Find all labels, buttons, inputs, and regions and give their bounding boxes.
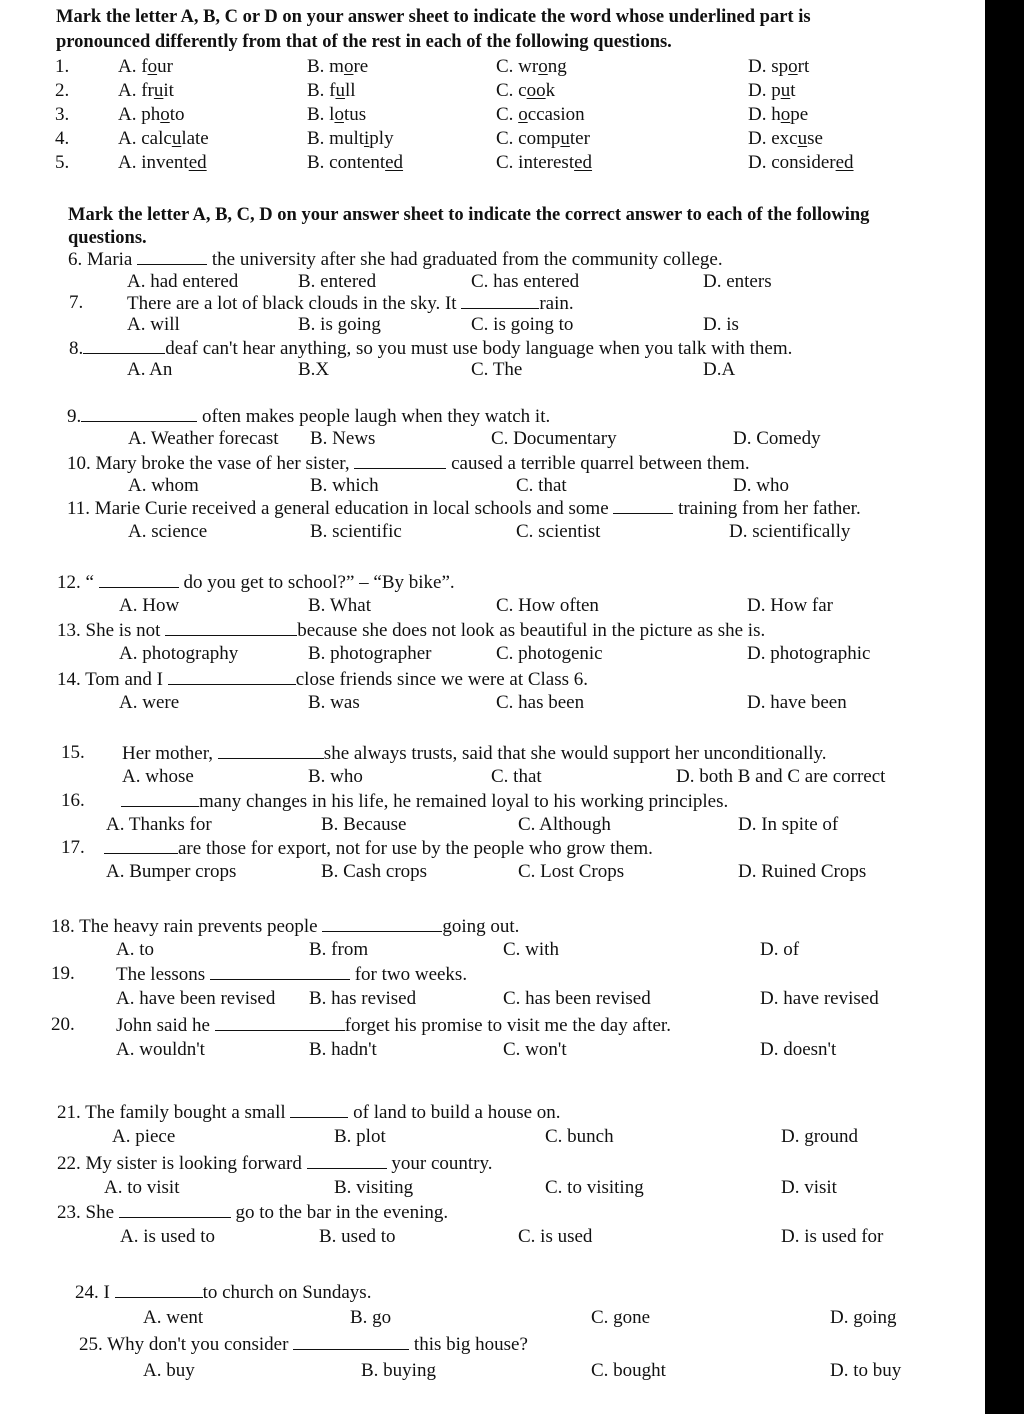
q22-option-c: C. to visiting: [545, 1177, 644, 1198]
answer-blank: [461, 292, 539, 309]
q24-option-c: C. gone: [591, 1307, 651, 1328]
q1-option-a: A. four: [118, 56, 173, 77]
question-4-number: 4.: [55, 128, 70, 149]
answer-blank: [81, 405, 197, 422]
q15-option-b: B. who: [308, 766, 363, 787]
underlined-part: o: [343, 56, 354, 77]
question-15-stem: Her mother, she always trusts, said that she would support her unconditionally.: [122, 743, 827, 764]
q6-option-b: B. entered: [298, 271, 377, 292]
question-21-stem: 21. The family bought a small of land to build a house on.: [57, 1102, 561, 1123]
q16-option-b: B. Because: [321, 814, 407, 835]
q3-option-c: C. occasion: [496, 104, 585, 125]
q4-option-c: C. computer: [496, 128, 590, 149]
q13-option-d: D. photographic: [747, 643, 871, 664]
question-19-number: 19.: [51, 963, 75, 984]
underlined-part: u: [797, 128, 808, 149]
underlined-part: o: [538, 56, 548, 77]
q8-option-b: B.X: [298, 359, 330, 380]
underlined-part: oo: [526, 80, 546, 101]
q19-option-c: C. has been revised: [503, 988, 651, 1009]
q23-option-b: B. used to: [319, 1226, 396, 1247]
q4-option-b: B. multiply: [307, 128, 394, 149]
q6-option-a: A. had entered: [127, 271, 239, 292]
question-16-number: 16.: [61, 790, 85, 811]
question-1-row: [0, 56, 985, 80]
q21-option-b: B. plot: [334, 1126, 386, 1147]
question-4-row: [0, 128, 985, 152]
q19-option-d: D. have revised: [760, 988, 879, 1009]
q15-option-a: A. whose: [122, 766, 194, 787]
q4-option-a: A. calculate: [118, 128, 209, 149]
q17-option-c: C. Lost Crops: [518, 861, 625, 882]
q11-option-a: A. science: [128, 521, 208, 542]
q21-option-c: C. bunch: [545, 1126, 614, 1147]
q10-option-a: A. whom: [128, 475, 199, 496]
q20-option-d: D. doesn't: [760, 1039, 837, 1060]
q9-option-a: A. Weather forecast: [128, 428, 279, 449]
q18-option-d: D. of: [760, 939, 800, 960]
answer-blank: [121, 790, 199, 807]
question-2-number: 2.: [55, 80, 70, 101]
question-7-number: 7.: [69, 292, 84, 313]
answer-blank: [83, 337, 165, 354]
question-6-stem: 6. Maria the university after she had graduated from the community college.: [68, 249, 723, 270]
q1-option-b: B. more: [307, 56, 369, 77]
q12-option-c: C. How often: [496, 595, 599, 616]
answer-blank: [210, 963, 350, 980]
underlined-part: o: [780, 104, 791, 125]
underlined-part: u: [335, 80, 345, 101]
q2-option-c: C. cook: [496, 80, 556, 101]
answer-blank: [613, 497, 673, 514]
question-20-stem: John said he forget his promise to visit me the day after.: [116, 1015, 671, 1036]
q8-option-c: C. The: [471, 359, 523, 380]
q3-option-d: D. hope: [748, 104, 809, 125]
question-23-stem: 23. She go to the bar in the evening.: [57, 1202, 449, 1223]
q8-option-d: D.A: [703, 359, 736, 380]
answer-blank: [322, 915, 442, 932]
underlined-part: u: [171, 128, 182, 149]
q17-option-b: B. Cash crops: [321, 861, 428, 882]
q20-option-b: B. hadn't: [309, 1039, 377, 1060]
q7-option-a: A. will: [127, 314, 180, 335]
q23-option-a: A. is used to: [120, 1226, 215, 1247]
q25-option-d: D. to buy: [830, 1360, 902, 1381]
q24-option-a: A. went: [143, 1307, 204, 1328]
q4-option-d: D. excuse: [748, 128, 823, 149]
q7-option-d: D. is: [703, 314, 739, 335]
underlined-part: o: [518, 104, 528, 125]
q9-option-d: D. Comedy: [733, 428, 821, 449]
answer-blank: [99, 571, 179, 588]
underlined-part: u: [560, 128, 570, 149]
question-7-stem: There are a lot of black clouds in the sky. It rain.: [127, 293, 574, 314]
question-11-stem: 11. Marie Curie received a general education in local schools and some training from her father.: [67, 498, 861, 519]
underlined-part: o: [334, 104, 344, 125]
question-1-number: 1.: [55, 56, 70, 77]
underlined-part: ed: [574, 152, 593, 173]
q19-option-a: A. have been revised: [116, 988, 276, 1009]
underlined-part: u: [153, 80, 164, 101]
q10-option-c: C. that: [516, 475, 567, 496]
question-17-number: 17.: [61, 837, 85, 858]
underlined-part: ed: [835, 152, 854, 173]
q17-option-d: D. Ruined Crops: [738, 861, 867, 882]
q21-option-d: D. ground: [781, 1126, 859, 1147]
answer-blank: [293, 1333, 409, 1350]
q5-option-b: B. contented: [307, 152, 404, 173]
question-22-stem: 22. My sister is looking forward your country.: [57, 1153, 493, 1174]
q7-option-c: C. is going to: [471, 314, 574, 335]
q2-option-d: D. put: [748, 80, 796, 101]
q9-option-c: C. Documentary: [491, 428, 617, 449]
question-18-stem: 18. The heavy rain prevents people going out.: [51, 916, 520, 937]
q20-option-c: C. won't: [503, 1039, 567, 1060]
underlined-part: o: [788, 56, 798, 77]
q23-option-d: D. is used for: [781, 1226, 884, 1247]
section1-instruction-line1: Mark the letter A, B, C or D on your answer sheet to indicate the word whose underlined part is: [56, 7, 811, 27]
q17-option-a: A. Bumper crops: [106, 861, 237, 882]
underlined-part: ed: [188, 152, 207, 173]
question-19-stem: The lessons for two weeks.: [116, 964, 468, 985]
q22-option-d: D. visit: [781, 1177, 837, 1198]
q8-option-a: A. An: [127, 359, 173, 380]
question-13-stem: 13. She is not because she does not look as beautiful in the picture as she is.: [57, 620, 766, 641]
question-8-stem: 8. deaf can't hear anything, so you must use body language when you talk with them.: [69, 338, 793, 359]
q23-option-c: C. is used: [518, 1226, 593, 1247]
q7-option-b: B. is going: [298, 314, 381, 335]
q11-option-b: B. scientific: [310, 521, 402, 542]
question-15-number: 15.: [61, 742, 85, 763]
answer-blank: [119, 1201, 231, 1218]
q16-option-d: D. In spite of: [738, 814, 839, 835]
q11-option-c: C. scientist: [516, 521, 601, 542]
q16-option-c: C. Although: [518, 814, 611, 835]
question-5-number: 5.: [55, 152, 70, 173]
answer-blank: [354, 452, 446, 469]
q15-option-c: C. that: [491, 766, 542, 787]
question-9-stem: 9. often makes people laugh when they watch it.: [67, 406, 551, 427]
q12-option-a: A. How: [119, 595, 180, 616]
question-24-stem: 24. I to church on Sundays.: [75, 1282, 372, 1303]
question-2-row: [0, 80, 985, 104]
q18-option-b: B. from: [309, 939, 369, 960]
q22-option-a: A. to visit: [104, 1177, 180, 1198]
q13-option-b: B. photographer: [308, 643, 432, 664]
question-17-stem: are those for export, not for use by the people who grow them.: [104, 837, 653, 860]
q3-option-b: B. lotus: [307, 104, 367, 125]
q25-option-c: C. bought: [591, 1360, 666, 1381]
q14-option-d: D. have been: [747, 692, 847, 713]
question-14-stem: 14. Tom and I close friends since we were at Class 6.: [57, 669, 589, 690]
q2-option-b: B. full: [307, 80, 356, 101]
section1-instruction-line2: pronounced differently from that of the rest in each of the following questions.: [56, 32, 672, 52]
q24-option-d: D. going: [830, 1307, 897, 1328]
answer-blank: [137, 248, 207, 265]
q9-option-b: B. News: [310, 428, 376, 449]
underlined-part: i: [364, 128, 370, 149]
question-16-stem: many changes in his life, he remained loyal to his working principles.: [121, 790, 728, 813]
q20-option-a: A. wouldn't: [116, 1039, 205, 1060]
q15-option-d: D. both B and C are correct: [676, 766, 886, 787]
q21-option-a: A. piece: [112, 1126, 176, 1147]
answer-blank: [307, 1152, 387, 1169]
right-edge-bar: [985, 0, 1024, 1414]
q12-option-b: B. What: [308, 595, 371, 616]
section2-instruction-line1: Mark the letter A, B, C, D on your answer sheet to indicate the correct answer to each of the following: [68, 205, 870, 225]
q12-option-d: D. How far: [747, 595, 834, 616]
q16-option-a: A. Thanks for: [106, 814, 212, 835]
q24-option-b: B. go: [350, 1307, 392, 1328]
question-10-stem: 10. Mary broke the vase of her sister, caused a terrible quarrel between them.: [67, 453, 750, 474]
q13-option-c: C. photogenic: [496, 643, 603, 664]
underlined-part: ed: [385, 152, 404, 173]
q19-option-b: B. has revised: [309, 988, 417, 1009]
q22-option-b: B. visiting: [334, 1177, 414, 1198]
q13-option-a: A. photography: [119, 643, 239, 664]
q25-option-b: B. buying: [361, 1360, 436, 1381]
question-20-number: 20.: [51, 1014, 75, 1035]
q14-option-b: B. was: [308, 692, 360, 713]
answer-blank: [165, 619, 297, 636]
q18-option-a: A. to: [116, 939, 154, 960]
q6-option-d: D. enters: [703, 271, 772, 292]
q14-option-c: C. has been: [496, 692, 585, 713]
q11-option-d: D. scientifically: [729, 521, 851, 542]
q14-option-a: A. were: [119, 692, 180, 713]
question-3-number: 3.: [55, 104, 70, 125]
q10-option-b: B. which: [310, 475, 379, 496]
question-3-row: [0, 104, 985, 128]
q5-option-a: A. invented: [118, 152, 207, 173]
q2-option-a: A. fruit: [118, 80, 174, 101]
underlined-part: o: [147, 56, 158, 77]
q1-option-d: D. sport: [748, 56, 810, 77]
question-12-stem: 12. “ do you get to school?” – “By bike”.: [57, 572, 455, 593]
q5-option-d: D. considered: [748, 152, 854, 173]
answer-blank: [215, 1014, 345, 1031]
underlined-part: o: [160, 104, 170, 125]
q1-option-c: C. wrong: [496, 56, 567, 77]
answer-blank: [290, 1101, 348, 1118]
answer-blank: [168, 668, 296, 685]
q5-option-c: C. interested: [496, 152, 593, 173]
q6-option-c: C. has entered: [471, 271, 580, 292]
q10-option-d: D. who: [733, 475, 789, 496]
question-25-stem: 25. Why don't you consider this big house?: [79, 1334, 528, 1355]
q3-option-a: A. photo: [118, 104, 185, 125]
question-5-row: [0, 152, 985, 176]
answer-blank: [104, 837, 178, 854]
q25-option-a: A. buy: [143, 1360, 195, 1381]
answer-blank: [218, 742, 324, 759]
q18-option-c: C. with: [503, 939, 559, 960]
section2-instruction-line2: questions.: [68, 228, 147, 248]
answer-blank: [115, 1281, 203, 1298]
underlined-part: u: [780, 80, 791, 101]
